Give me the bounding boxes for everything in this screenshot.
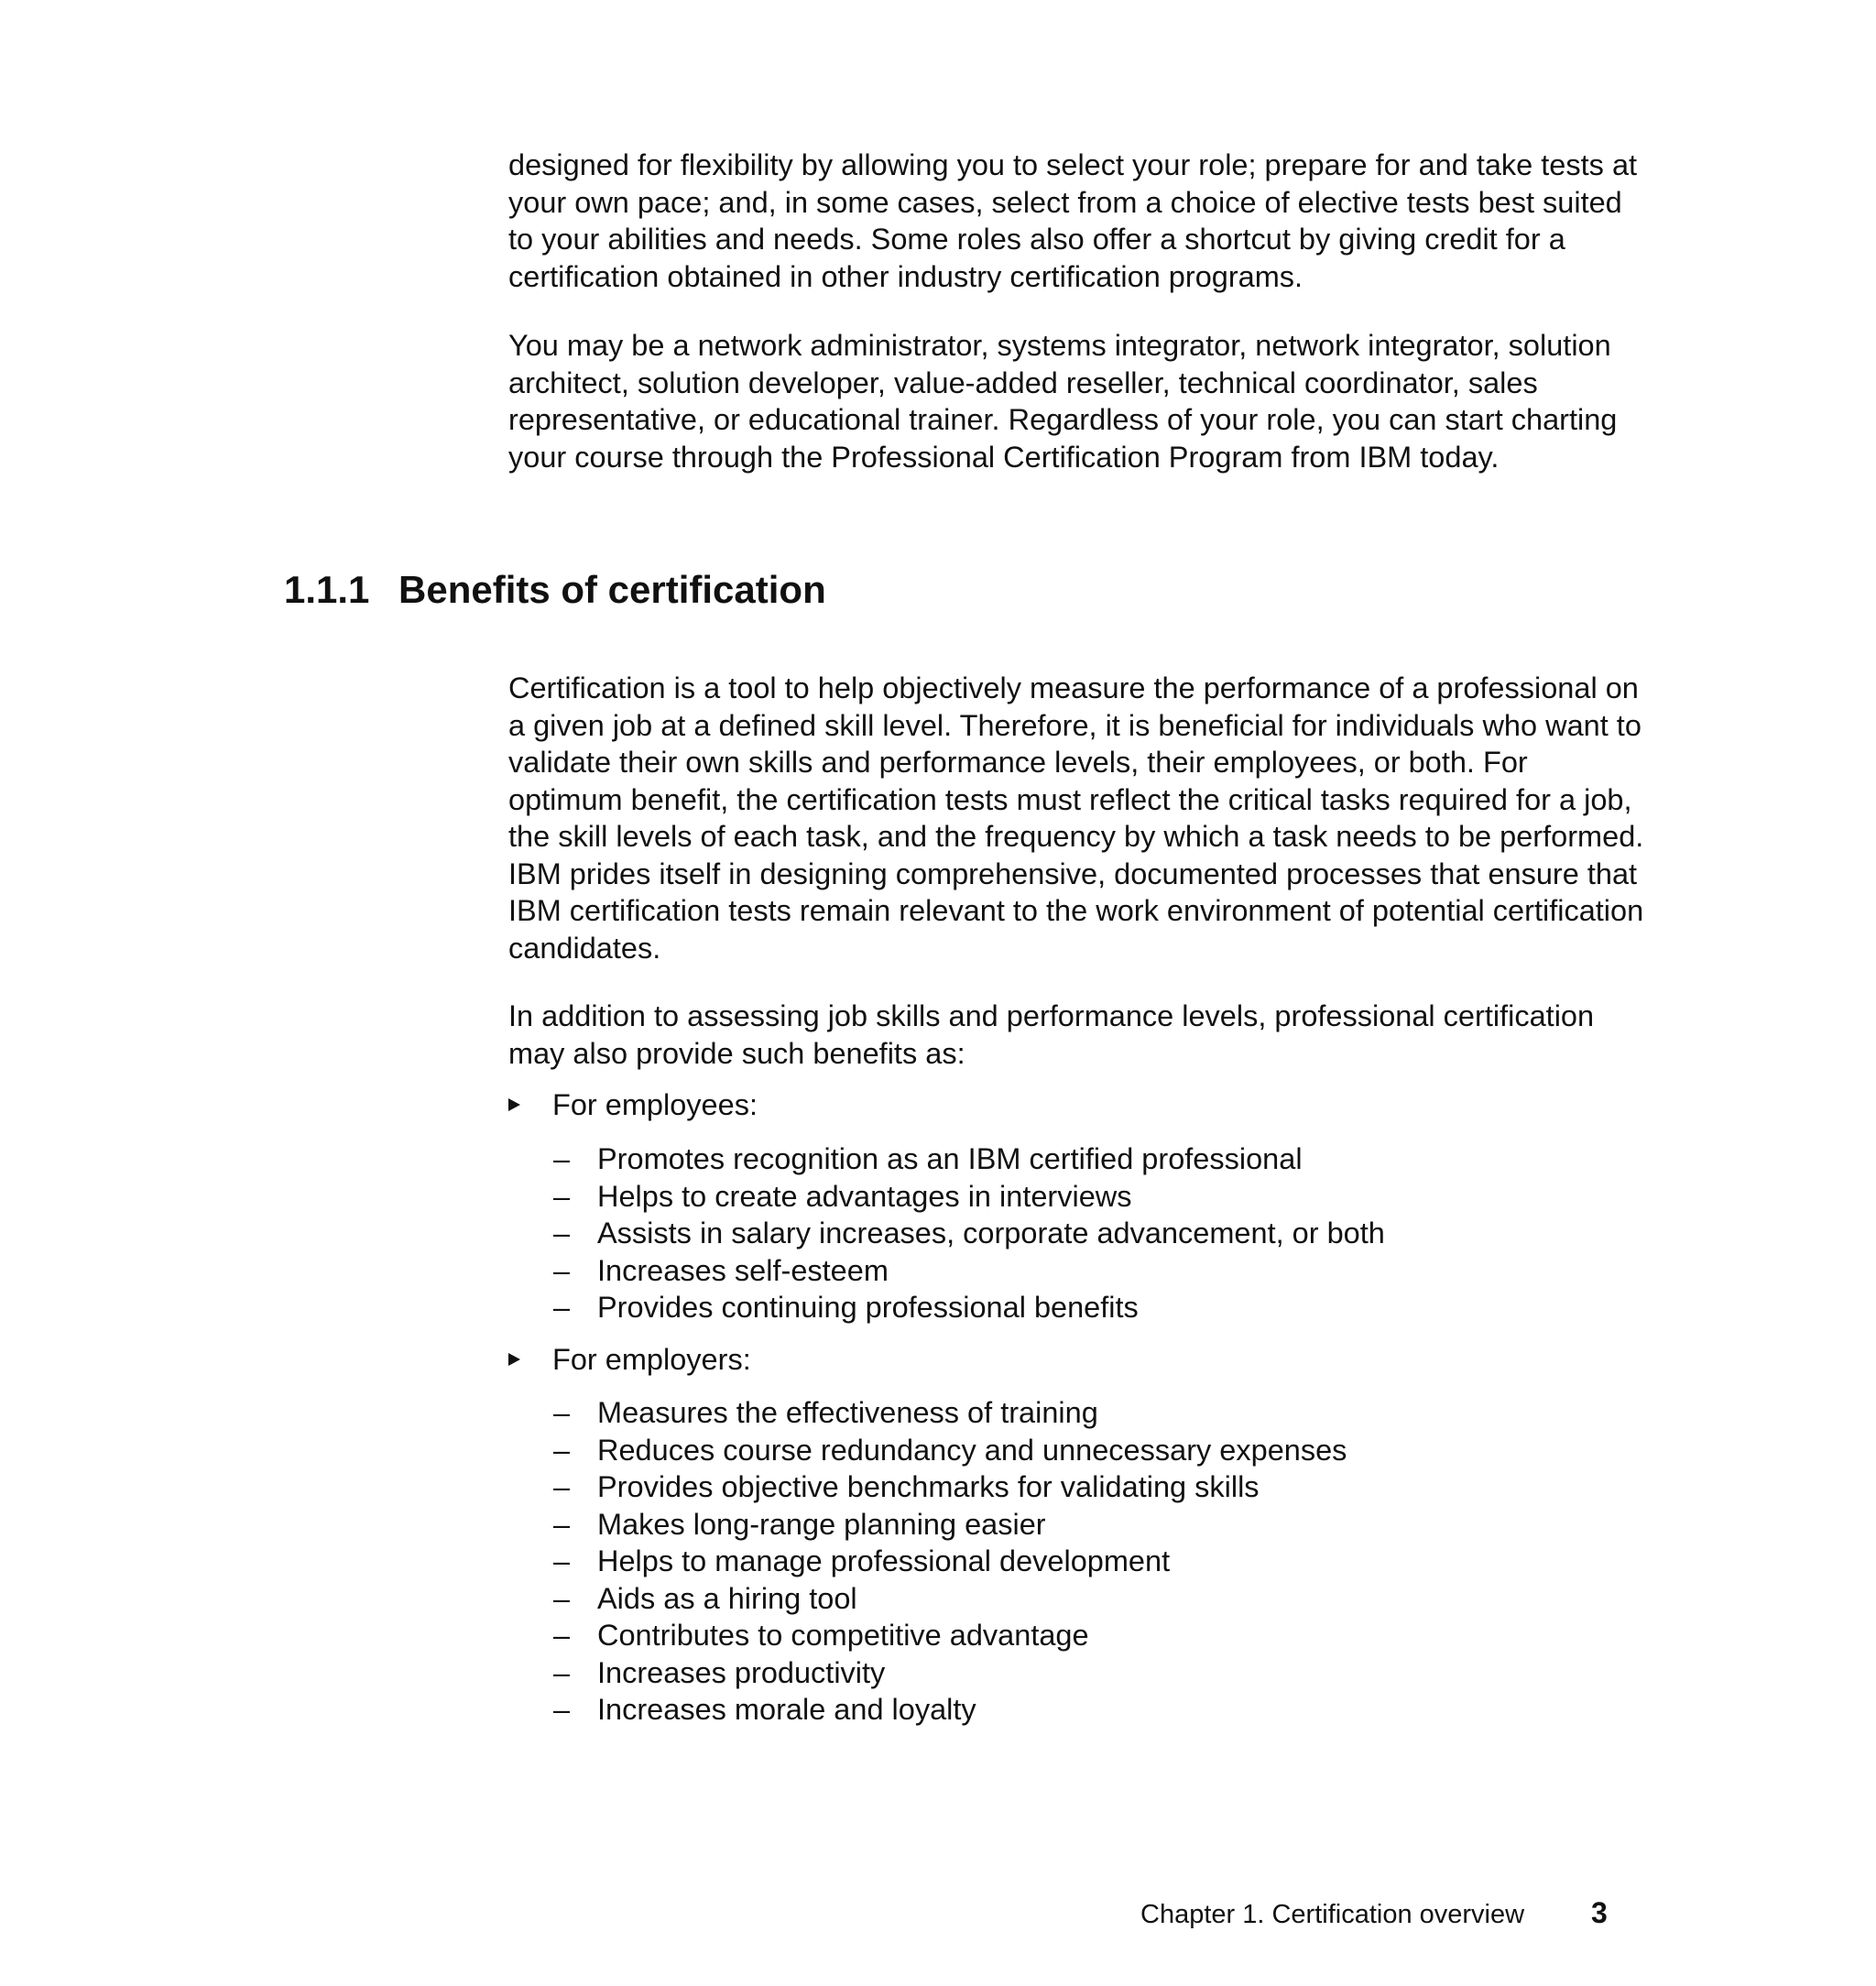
employee-benefits-list (553, 1140, 1385, 1326)
triangle-bullet-icon (508, 1098, 520, 1111)
list-item: – Helps to create advantages in interviews (553, 1178, 1385, 1216)
paragraph-intro-continued: designed for flexibility by allowing you to select your role; prepare for and take tests at your own pace; and, in some cases, select from a choice of elective tests best suited to your abilities and needs. Some roles also offer a shortcut by giving credit for a certification obtained in other industry certification programs. (508, 148, 1638, 293)
page-footer (1140, 1896, 1608, 1931)
list-item: – Contributes to competitive advantage (553, 1617, 1347, 1654)
dash-bullet-icon: – (553, 1433, 571, 1467)
bullet-label-employees: For employees: (552, 1088, 758, 1121)
bullet-label-employers: For employers: (552, 1343, 751, 1376)
list-item: – Measures the effectiveness of training (553, 1394, 1347, 1432)
dash-bullet-icon: – (553, 1253, 571, 1287)
dash-bullet-icon: – (553, 1693, 571, 1726)
list-item: – Promotes recognition as an IBM certified professional (553, 1140, 1385, 1178)
dash-bullet-icon: – (553, 1544, 571, 1577)
dash-bullet-icon: – (553, 1470, 571, 1503)
employer-benefits-list (553, 1394, 1347, 1729)
list-item: – Increases self-esteem (553, 1252, 1385, 1290)
dash-bullet-icon: – (553, 1179, 571, 1213)
dash-bullet-icon: – (553, 1619, 571, 1652)
list-item: – Increases morale and loyalty (553, 1691, 1347, 1729)
list-item: – Makes long-range planning easier (553, 1506, 1347, 1544)
paragraph-certification-tool: Certification is a tool to help objectively measure the performance of a professional on a given job at a defined skill level. Therefore, it is beneficial for individuals who want to validate their own skills and performance levels, their employees, or both. For optimum benefit, the certification tests must reflect the critical tasks required for a job, the skill levels of each task, and the frequency by which a task needs to be performed. IBM prides itself in designing comprehensive, documented processes that ensure that IBM certification tests remain relevant to the work environment of potential certification candidates. (508, 671, 1644, 965)
list-item: – Provides continuing professional benefits (553, 1289, 1385, 1326)
page-number: 3 (1591, 1896, 1608, 1929)
list-item: – Provides objective benchmarks for validating skills (553, 1468, 1347, 1506)
dash-bullet-icon: – (553, 1507, 571, 1541)
section-number: 1.1.1 (284, 568, 370, 611)
dash-bullet-icon: – (553, 1396, 571, 1429)
list-item: – Reduces course redundancy and unnecessary expenses (553, 1432, 1347, 1469)
list-item: – Increases productivity (553, 1654, 1347, 1692)
section-heading (284, 566, 826, 614)
list-item: – Aids as a hiring tool (553, 1580, 1347, 1618)
footer-chapter-title: Chapter 1. Certification overview (1140, 1900, 1525, 1929)
dash-bullet-icon: – (553, 1655, 571, 1689)
dash-bullet-icon: – (553, 1142, 571, 1175)
dash-bullet-icon: – (553, 1217, 571, 1249)
list-item: – Helps to manage professional development (553, 1543, 1347, 1580)
dash-bullet-icon: – (553, 1291, 571, 1324)
dash-bullet-icon: – (553, 1581, 571, 1615)
paragraph-additional-benefits: In addition to assessing job skills and performance levels, professional certification may also provide such benefits as: (508, 999, 1595, 1070)
section-title: Benefits of certification (398, 568, 826, 611)
list-item: – Assists in salary increases, corporate advancement, or both (553, 1215, 1385, 1252)
triangle-bullet-icon (508, 1353, 520, 1366)
paragraph-roles: You may be a network administrator, systems integrator, network integrator, solution architect, solution developer, value-added reseller, technical coordinator, sales representative, or educational trainer. Regardless of your role, you can start charting your course through the Professional Certification Program from IBM today. (508, 329, 1618, 474)
